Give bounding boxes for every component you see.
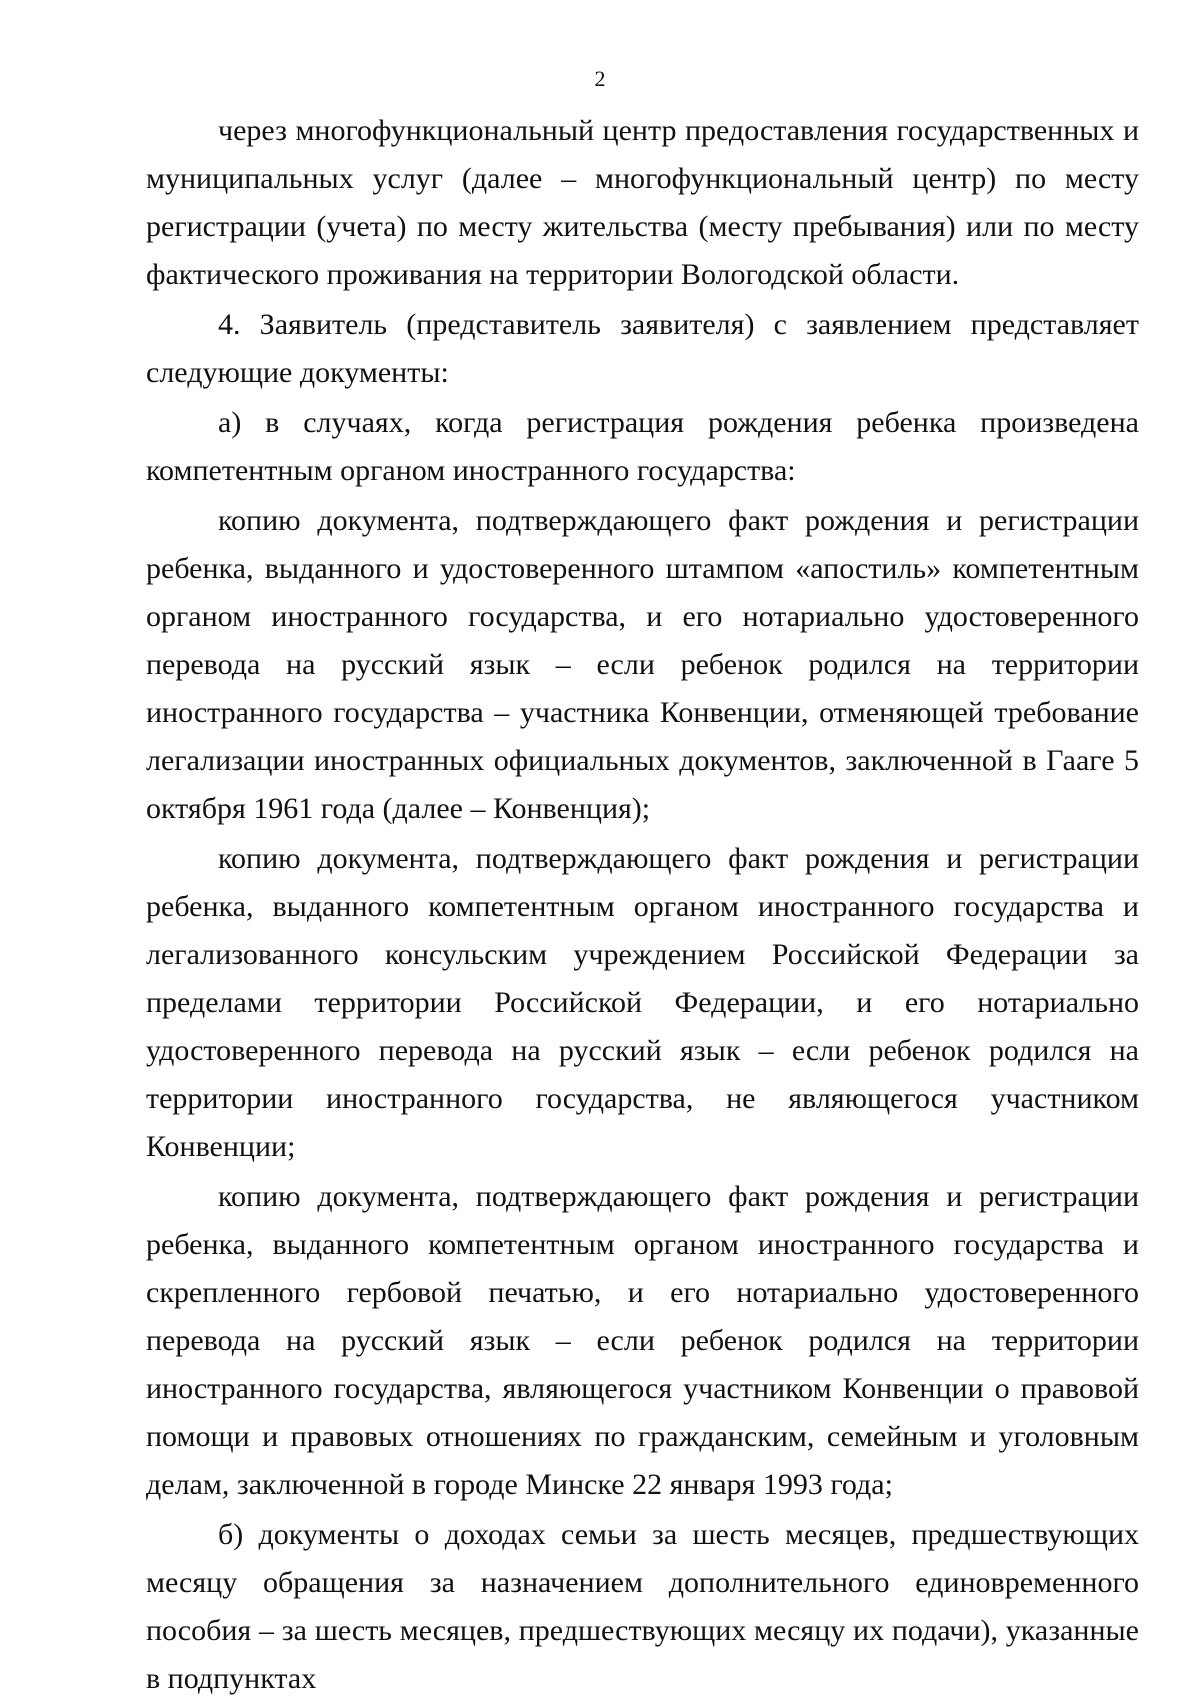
- document-body: [146, 107, 1139, 1705]
- paragraph-apostille-copy: копию документа, подтверждающего факт рождения и регистрации ребенка, выданного и удостоверенного штампом «апостиль» компетентным органом иностранного государства, и его нотариально удостоверенного перевода на русский язык – если ребенок родился на территории иностранного государства – участника Конвенции, отменяющей требование легализации иностранных официальных документов, заключенной в Гааге 5 октября 1961 года (далее – Конвенция);: [146, 504, 1139, 825]
- paragraph-item-4-documents: 4. Заявитель (представитель заявителя) с заявлением представляет следующие документы:: [146, 308, 1139, 389]
- paragraph-minsk-convention-copy: копию документа, подтверждающего факт рождения и регистрации ребенка, выданного компетентным органом иностранного государства и скрепленного гербовой печатью, и его нотариально удостоверенного перевода на русский язык – если ребенок родился на территории иностранного государства, являющегося участником Конвенции о правовой помощи и правовых отношениях по гражданским, семейным и уголовным делам, заключенной в городе Минске 22 января 1993 года;: [146, 1180, 1139, 1501]
- paragraph-subitem-a: а) в случаях, когда регистрация рождения ребенка произведена компетентным органом иностранного государства:: [146, 406, 1139, 487]
- paragraph-legalized-copy: копию документа, подтверждающего факт рождения и регистрации ребенка, выданного компетентным органом иностранного государства и легализованного консульским учреждением Российской Федерации за пределами территории Российской Федерации, и его нотариально удостоверенного перевода на русский язык – если ребенок родился на территории иностранного государства, не являющегося участником Конвенции;: [146, 842, 1139, 1163]
- paragraph-mfc-registration: через многофункциональный центр предоставления государственных и муниципальных услуг (далее – многофункциональный центр) по месту регистрации (учета) по месту жительства (месту пребывания) или по месту фактического проживания на территории Вологодской области.: [146, 114, 1139, 291]
- paragraph-subitem-b-income: б) документы о доходах семьи за шесть месяцев, предшествующих месяцу обращения за назначением дополнительного единовременного пособия – за шесть месяцев, предшествующих месяцу их подачи), указанные в подпунктах: [146, 1518, 1139, 1695]
- page-number: 2: [594, 66, 606, 91]
